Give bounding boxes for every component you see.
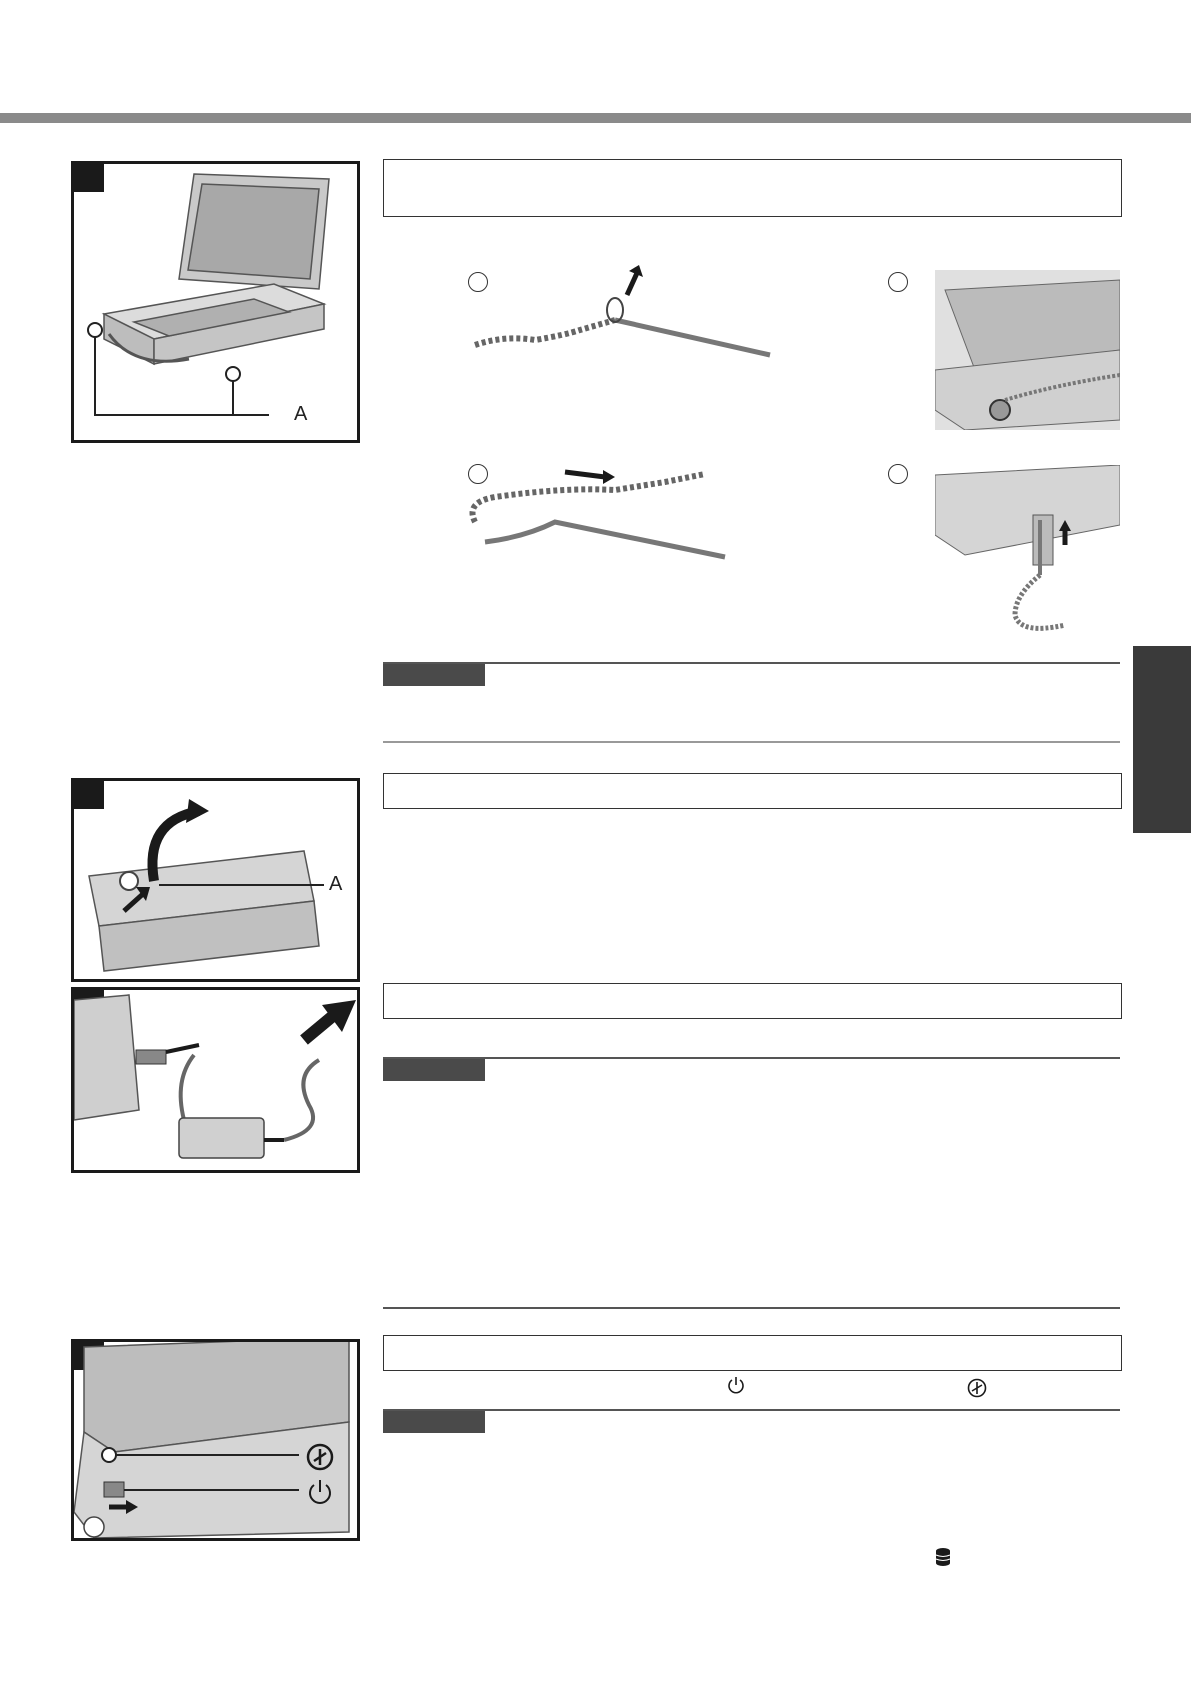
figure-laptop-open bbox=[71, 161, 360, 443]
section-divider-1 bbox=[383, 741, 1120, 743]
figure-power-switch bbox=[71, 1339, 360, 1541]
power-indicator-icon bbox=[306, 1443, 334, 1471]
substep-marker-2 bbox=[888, 272, 908, 292]
note-tag-3 bbox=[383, 1411, 485, 1433]
power-indicator-icon bbox=[967, 1378, 987, 1398]
laptop-side-illustration-4 bbox=[935, 465, 1120, 645]
chapter-side-tab bbox=[1133, 646, 1191, 833]
holder-point-left-circle bbox=[88, 323, 102, 337]
section-title-box-1 bbox=[383, 159, 1122, 217]
stylus-tether-illustration-1 bbox=[465, 265, 785, 375]
stylus-tether-illustration-3 bbox=[465, 462, 735, 562]
section-divider-2 bbox=[383, 1307, 1120, 1309]
laptop-corner-illustration-2 bbox=[935, 270, 1120, 430]
note-rule-2 bbox=[383, 1057, 1120, 1059]
drive-status-icon bbox=[934, 1547, 952, 1567]
figure-open-display bbox=[71, 778, 360, 982]
power-switch-illustration bbox=[74, 1342, 357, 1538]
open-display-illustration bbox=[74, 781, 357, 979]
section-title-box-4 bbox=[383, 1335, 1122, 1371]
callout-a: A bbox=[329, 873, 343, 895]
note-tag-1 bbox=[383, 664, 485, 686]
section-title-box-3 bbox=[383, 983, 1122, 1019]
holder-point-right-circle bbox=[226, 367, 240, 381]
note-rule-1 bbox=[383, 662, 1120, 664]
power-symbol-icon bbox=[727, 1376, 745, 1394]
power-symbol-icon bbox=[306, 1478, 334, 1506]
top-header-bar bbox=[0, 113, 1191, 123]
section-title-box-2 bbox=[383, 773, 1122, 809]
callout-a: A bbox=[294, 403, 308, 425]
ac-adaptor-illustration bbox=[74, 990, 357, 1170]
note-rule-3 bbox=[383, 1409, 1120, 1411]
substep-marker-4 bbox=[888, 464, 908, 484]
laptop-open-illustration bbox=[74, 164, 357, 440]
figure-ac-adaptor bbox=[71, 987, 360, 1173]
note-tag-2 bbox=[383, 1059, 485, 1081]
